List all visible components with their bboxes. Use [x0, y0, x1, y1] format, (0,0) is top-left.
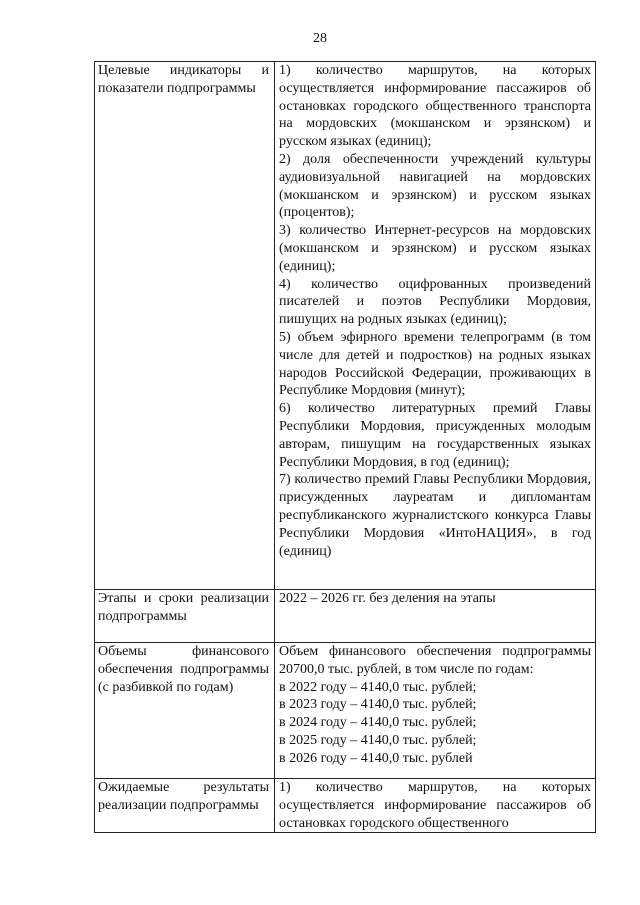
indicator-item-4: 4) количество оцифрованных произведений писателей и поэтов Республики Мордовия, пишущих на родных языках (единиц); — [279, 276, 591, 328]
indicator-item-6: 6) количество литературных премий Главы Республики Мордовия, присужденных молодым авторам, пишущим на государственных языках Республики Мордовия, в год (единиц); — [279, 401, 591, 470]
indicator-item-2: 2) доля обеспеченности учреждений культуры аудиовизуальной навигацией на мордовских (мокшанском и эрзянском) и русском языках (процентов); — [279, 151, 591, 221]
expected-result-item-1: 1) количество маршрутов, на которых осуществляется информирование пассажиров об остановках городского общественного — [279, 780, 591, 831]
row-label-expected-results: Ожидаемые результаты реализации подпрограммы — [95, 779, 275, 833]
funding-year-2025: в 2025 году – 4140,0 тыс. рублей; — [279, 732, 477, 748]
table-row-funding — [95, 643, 596, 779]
indicator-item-7: 7) количество премий Главы Республики Мордовия, присужденных лауреатам и дипломантам республиканского журналистского конкурса Главы Республики Мордовия «ИнтоНАЦИЯ», в год (единиц) — [279, 472, 591, 559]
stages-text: 2022 – 2026 гг. без деления на этапы — [279, 591, 496, 606]
indicator-item-3: 3) количество Интернет-ресурсов на мордовских (мокшанском и эрзянском) и русском языках (единиц); — [279, 223, 591, 274]
funding-year-2026: в 2026 году – 4140,0 тыс. рублей — [279, 750, 473, 766]
indicator-item-1: 1) количество маршрутов, на которых осуществляется информирование пассажиров об остановках городского общественного транспорта на мордовских (мокшанском и эрзянском) и русском языках (единиц); — [279, 63, 591, 150]
row-value-expected-results — [275, 779, 596, 833]
page-number: 28 — [313, 31, 327, 46]
row-label-stages: Этапы и сроки реализации подпрограммы — [95, 590, 275, 643]
table-row-indicators — [95, 62, 596, 590]
row-label-indicators: Целевые индикаторы и показатели подпрограммы — [95, 62, 275, 590]
indicator-item-5: 5) объем эфирного времени телепрограмм (в том числе для детей и подростков) на родных языках народов Российской Федерации, проживающих в Республике Мордовия (минут); — [279, 329, 591, 399]
funding-total: Объем финансового обеспечения подпрограммы 20700,0 тыс. рублей, в том числе по годам: — [279, 644, 591, 677]
row-label-funding: Объемы финансового обеспечения подпрограммы (с разбивкой по годам) — [95, 643, 275, 779]
table-row-expected-results — [95, 779, 596, 833]
row-value-stages — [275, 590, 596, 643]
subprogram-passport-table — [94, 61, 596, 833]
row-value-funding — [275, 643, 596, 779]
funding-year-2023: в 2023 году – 4140,0 тыс. рублей; — [279, 697, 477, 713]
row-value-indicators — [275, 62, 596, 590]
funding-year-2024: в 2024 году – 4140,0 тыс. рублей; — [279, 715, 477, 731]
funding-year-2022: в 2022 году – 4140,0 тыс. рублей; — [279, 679, 477, 695]
table-row-stages — [95, 590, 596, 643]
